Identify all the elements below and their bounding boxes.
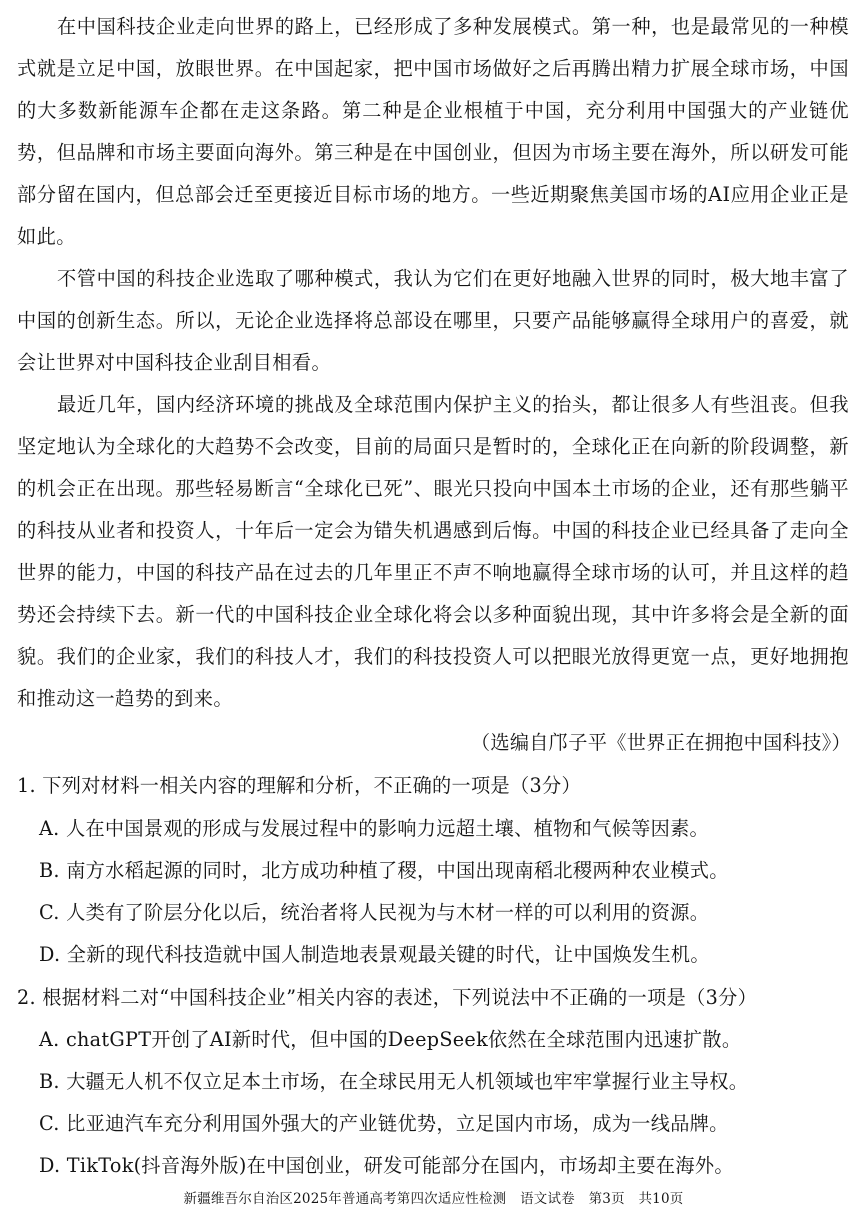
article-paragraph-2: 不管中国的科技企业选取了哪种模式，我认为它们在更好地融入世界的同时，极大地丰富了中国的创新生态。所以，无论企业选择将总部设在哪里，只要产品能够赢得全球用户的喜爱，就会让世界对中国科技企业刮目相看。 (17, 267, 849, 374)
question-2-option-b: B. 大疆无人机不仅立足本土市场，在全球民用无人机领域也牢牢掌握行业主导权。 (39, 1070, 749, 1093)
article-source: （选编自邝子平《世界正在拥抱中国科技》） (470, 731, 851, 754)
page-footer: 新疆维吾尔自治区2025年普通高考第四次适应性检测 语文试卷 第3页 共10页 (183, 1191, 684, 1207)
question-1-option-d: D. 全新的现代科技造就中国人制造地表景观最关键的时代，让中国焕发生机。 (39, 943, 710, 966)
question-1-option-a: A. 人在中国景观的形成与发展过程中的影响力远超土壤、植物和气候等因素。 (39, 817, 710, 840)
question-1-stem: 1. 下列对材料一相关内容的理解和分析，不正确的一项是（3分） (17, 774, 581, 797)
question-2-option-d: D. TikTok(抖音海外版)在中国创业，研发可能部分在国内，市场却主要在海外。 (39, 1154, 734, 1177)
question-2-stem: 2. 根据材料二对“中国科技企业”相关内容的表述，下列说法中不正确的一项是（3分） (17, 986, 758, 1009)
question-1-option-c: C. 人类有了阶层分化以后，统治者将人民视为与木材一样的可以利用的资源。 (39, 901, 710, 924)
article-paragraph-1: 在中国科技企业走向世界的路上，已经形成了多种发展模式。第一种，也是最常见的一种模式就是立足中国，放眼世界。在中国起家，把中国市场做好之后再腾出精力扩展全球市场，中国的大多数新能源车企都在走这条路。第二种是企业根植于中国，充分利用中国强大的产业链优势，但品牌和市场主要面向海外。第三种是在中国创业，但因为市场主要在海外，所以研发可能部分留在国内，但总部会迁至更接近目标市场的地方。一些近期聚焦美国市场的AI应用企业正是如此。 (17, 15, 849, 248)
article-paragraph-3: 最近几年，国内经济环境的挑战及全球范围内保护主义的抬头，都让很多人有些沮丧。但我坚定地认为全球化的大趋势不会改变，目前的局面只是暂时的，全球化正在向新的阶段调整，新的机会正在出现。那些轻易断言“全球化已死”、眼光只投向中国本土市场的企业，还有那些躺平的科技从业者和投资人，十年后一定会为错失机遇感到后悔。中国的科技企业已经具备了走向全世界的能力，中国的科技产品在过去的几年里正不声不响地赢得全球市场的认可，并且这样的趋势还会持续下去。新一代的中国科技企业全球化将会以多种面貌出现，其中许多将会是全新的面貌。我们的企业家，我们的科技人才，我们的科技投资人可以把眼光放得更宽一点，更好地拥抱和推动这一趋势的到来。 (17, 393, 849, 710)
question-2-option-a: A. chatGPT开创了AI新时代，但中国的DeepSeek依然在全球范围内迅速扩散。 (39, 1028, 742, 1051)
question-2-option-c: C. 比亚迪汽车充分利用国外强大的产业链优势，立足国内市场，成为一线品牌。 (39, 1112, 729, 1135)
question-1-option-b: B. 南方水稻起源的同时，北方成功种植了稷，中国出现南稻北稷两种农业模式。 (39, 859, 729, 882)
